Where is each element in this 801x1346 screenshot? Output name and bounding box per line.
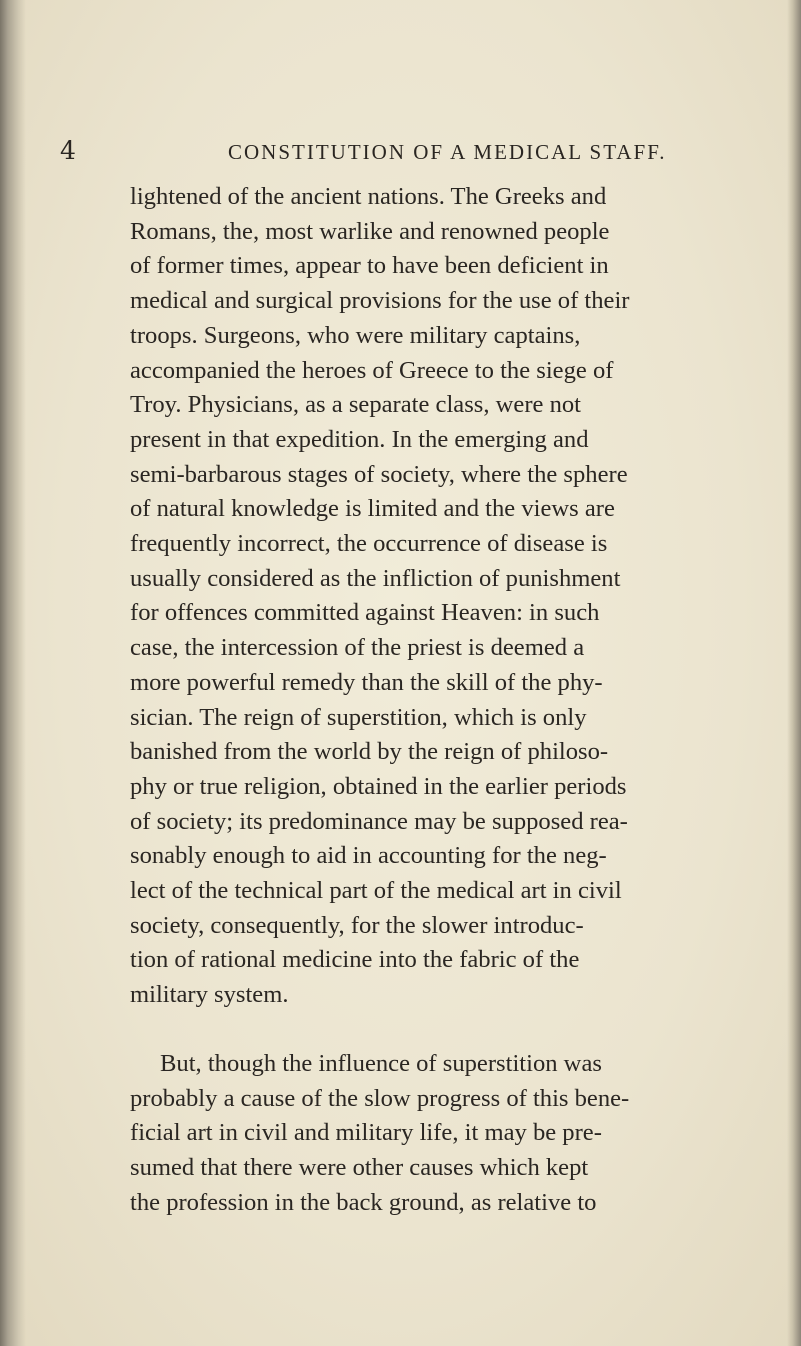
body-text — [130, 180, 730, 1220]
paragraph: lightened of the ancient nations. The Greeks and Romans, the, most warlike and renowned people of former times, appear to have been deficient in medical and surgical provisions for the use of their troops. Surgeons, who were military captains, accompanied the heroes of Greece to the siege of Troy. Physicians, as a separate class, were not present in that expedition. In the emerging and semi-barbarous stages of society, where the sphere of natural knowledge is limited and the views are frequently incorrect, the occurrence of disease is usually considered as the infliction of punishment for offences committed against Heaven: in such case, the intercession of the priest is deemed a more powerful remedy than the skill of the phy- sician. The reign of superstition, which is only banished from the world by the reign of philoso- phy or true religion, obtained in the earlier periods of society; its predominance may be supposed rea- sonably enough to aid in accounting for the neg- lect of the technical part of the medical art in civil society, consequently, for the slower introduc- tion of rational medicine into the fabric of the military system. — [130, 183, 630, 1009]
running-head — [60, 136, 760, 172]
page-edge — [787, 0, 801, 1346]
page-number: 4 — [60, 136, 76, 165]
running-title: CONSTITUTION OF A MEDICAL STAFF. — [228, 140, 667, 164]
paragraph: But, though the influence of superstition was probably a cause of the slow progress of this bene- ficial art in civil and military life, it may be pre- sumed that there were other causes which kept the profession in the back ground, as relative to — [130, 1049, 630, 1216]
binding-edge — [0, 0, 26, 1346]
